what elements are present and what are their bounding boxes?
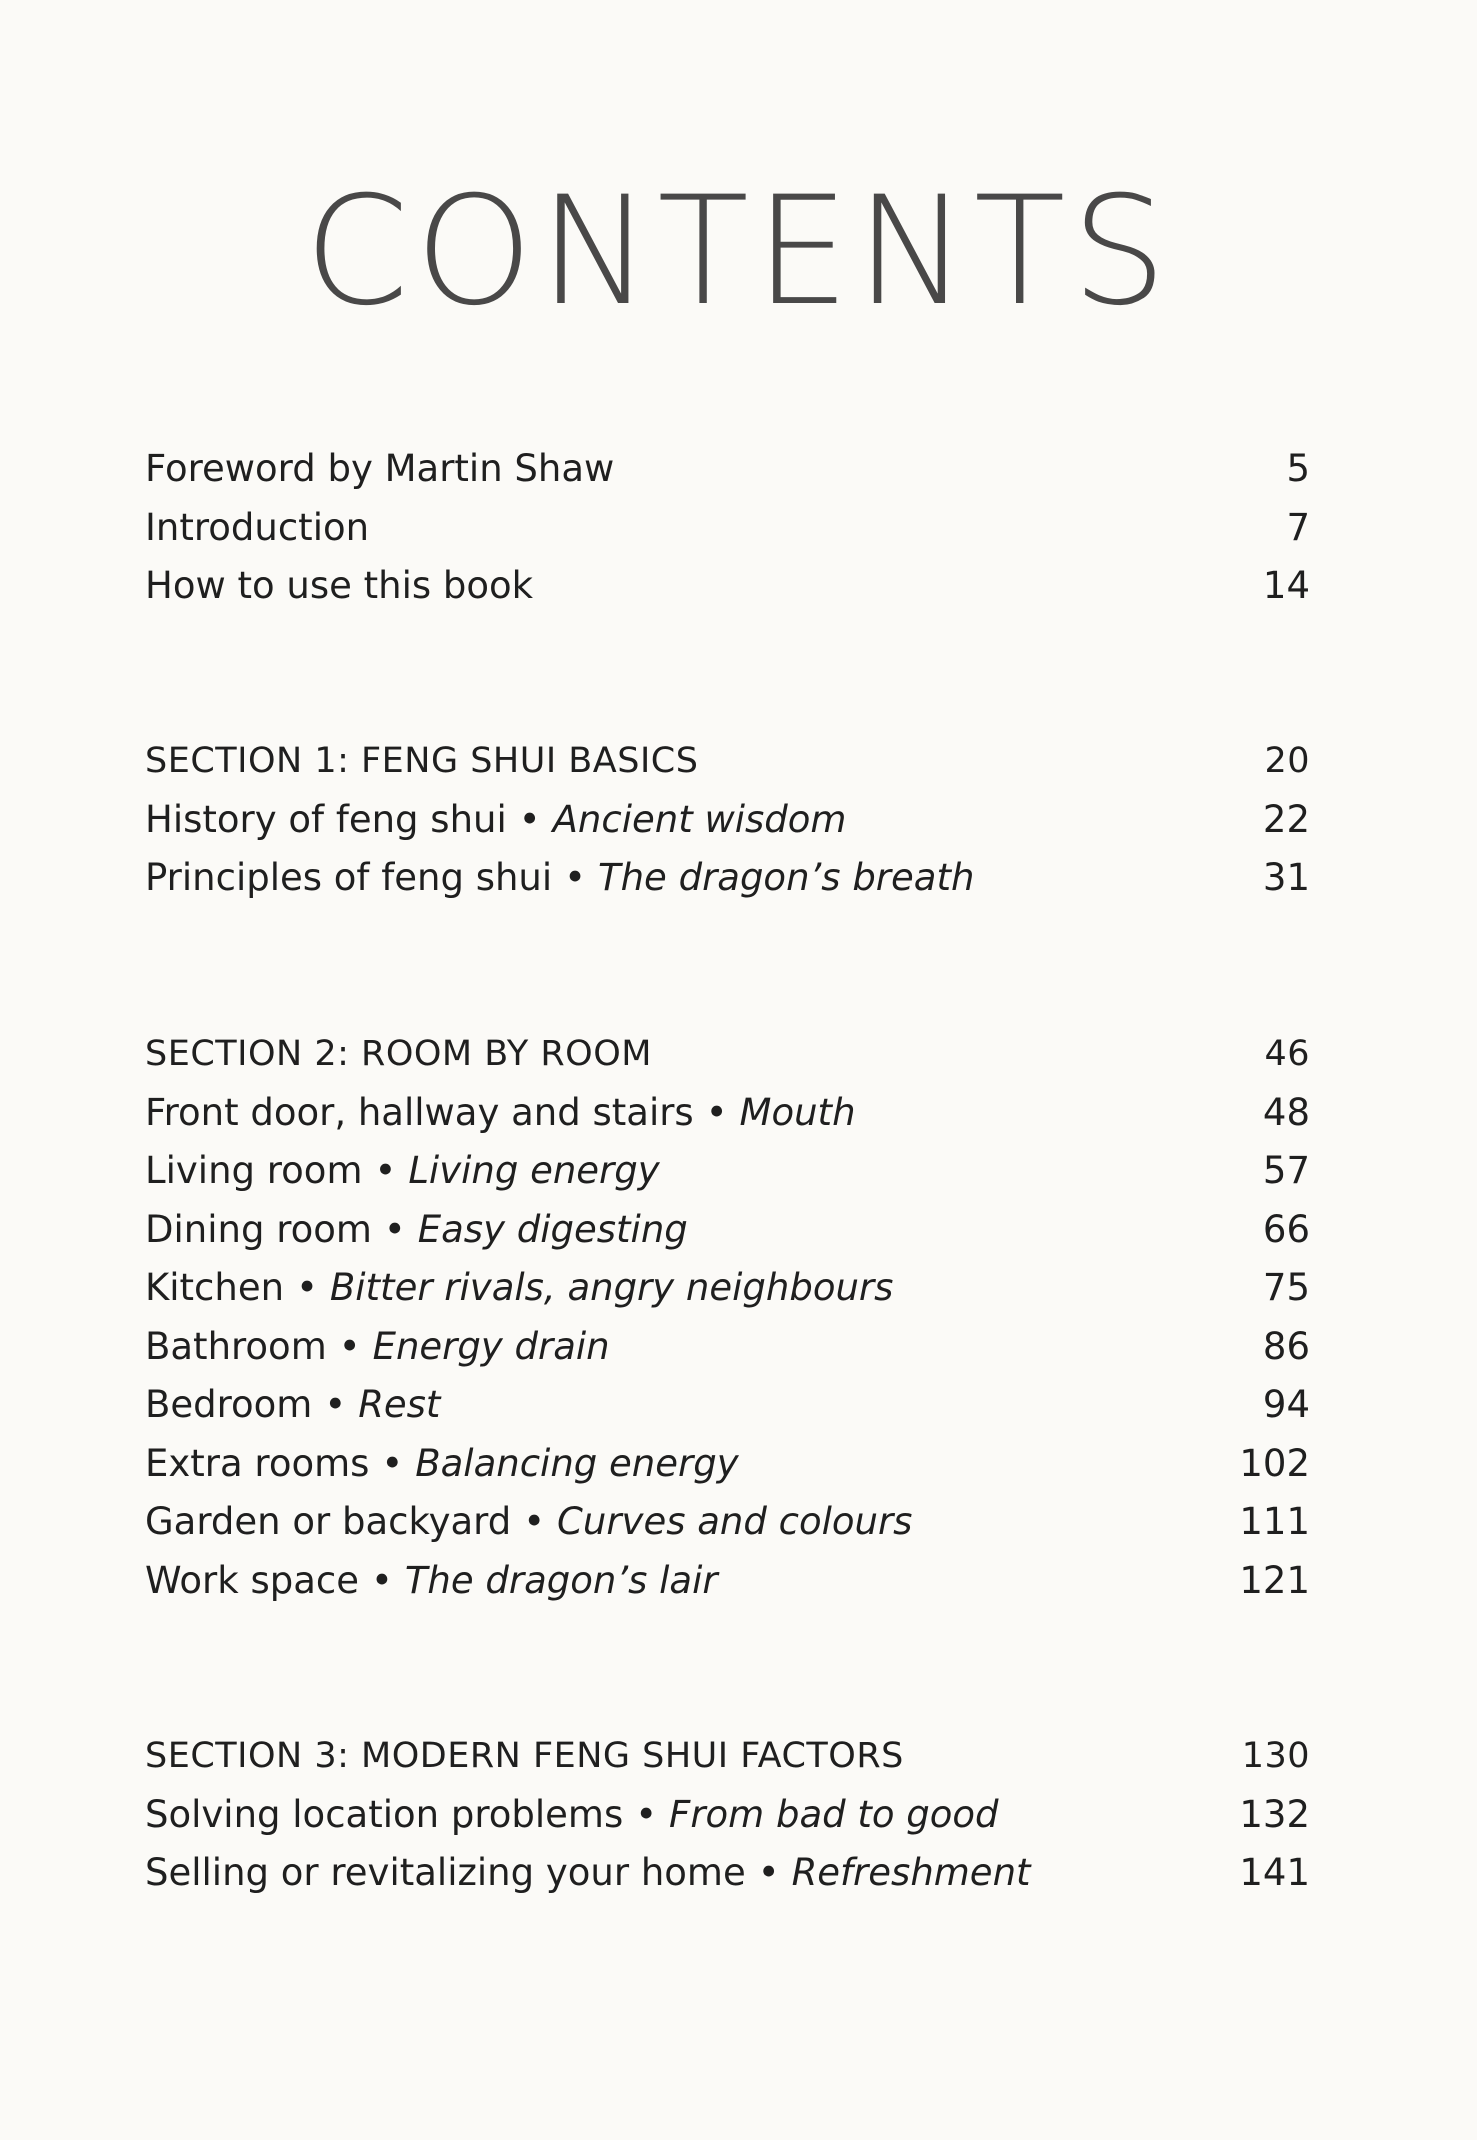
bullet-separator: • [757, 1851, 780, 1894]
section-heading-row[interactable] [145, 1727, 1310, 1786]
page-title: CONTENTS [304, 165, 1173, 339]
bullet-separator: • [371, 1558, 393, 1602]
bullet-separator: • [374, 1149, 397, 1192]
toc-row[interactable] [145, 791, 1310, 850]
section-heading: SECTION 3: MODERN FENG SHUI FACTORS [145, 1736, 904, 1776]
toc-row[interactable] [145, 499, 1310, 558]
bullet-separator: • [523, 1500, 546, 1543]
bullet-separator: • [564, 856, 586, 899]
front-matter-list [145, 440, 1310, 616]
toc-entry-label: Principles of feng shui [145, 856, 553, 899]
bullet-separator: • [296, 1266, 318, 1309]
toc-entry-subtitle: Mouth [739, 1090, 856, 1134]
toc-page-number: 111 [1239, 1500, 1310, 1543]
toc-entry-label: Kitchen [145, 1266, 285, 1309]
toc-page-number: 7 [1286, 505, 1310, 549]
toc-entry-subtitle: Energy drain [372, 1324, 610, 1368]
toc-page-number: 132 [1239, 1792, 1310, 1836]
toc-page-number: 5 [1286, 447, 1310, 490]
toc-entry-subtitle: Bitter rivals, angry neighbours [329, 1266, 894, 1309]
bullet-separator: • [338, 1324, 361, 1368]
toc-entry-label: Bedroom [145, 1383, 313, 1426]
toc-row[interactable] [145, 849, 1310, 908]
toc-page-number: 22 [1262, 797, 1310, 841]
section-2-list [145, 1025, 1310, 1610]
toc-page-number: 66 [1262, 1207, 1310, 1251]
toc-entry-label: Dining room [145, 1207, 372, 1251]
toc-page-number: 102 [1239, 1441, 1310, 1485]
toc-entry-label: Foreword by Martin Shaw [145, 447, 615, 490]
toc-row[interactable] [145, 1786, 1310, 1845]
bullet-separator: • [324, 1383, 347, 1426]
toc-page-number: 46 [1264, 1034, 1310, 1074]
toc-entry-label: Front door, hallway and stairs [145, 1090, 694, 1134]
toc-entry-label: Bathroom [145, 1324, 327, 1368]
toc-entry-label: Selling or revitalizing your home [145, 1851, 746, 1894]
toc-entry-label: Extra rooms [145, 1441, 370, 1485]
section-heading: SECTION 1: FENG SHUI BASICS [145, 741, 699, 781]
toc-entry-subtitle: The dragon’s lair [404, 1558, 718, 1602]
toc-page-number: 20 [1264, 741, 1310, 781]
toc-entry-subtitle: Refreshment [791, 1851, 1031, 1894]
toc-page-number: 86 [1262, 1324, 1310, 1368]
toc-page-number: 57 [1262, 1149, 1310, 1192]
bullet-separator: • [381, 1441, 404, 1485]
toc-entry-subtitle: Ancient wisdom [552, 797, 847, 841]
toc-row[interactable] [145, 440, 1310, 499]
toc-entry-label: Introduction [145, 505, 370, 549]
toc-page-number: 31 [1262, 856, 1310, 899]
toc-page-number: 130 [1241, 1736, 1310, 1776]
toc-entry-label: History of feng shui [145, 797, 507, 841]
section-heading: SECTION 2: ROOM BY ROOM [145, 1034, 652, 1074]
toc-entry-label: Living room [145, 1149, 363, 1192]
toc-entry-subtitle: Curves and colours [557, 1500, 913, 1543]
toc-row[interactable] [145, 557, 1310, 616]
section-heading-row[interactable] [145, 732, 1310, 791]
section-1-list [145, 732, 1310, 908]
toc-row[interactable] [145, 1318, 1310, 1377]
toc-row[interactable] [145, 1844, 1310, 1903]
toc-entry-subtitle: From bad to good [669, 1792, 999, 1836]
toc-row[interactable] [145, 1084, 1310, 1143]
toc-entry-subtitle: The dragon’s breath [598, 856, 975, 899]
toc-row[interactable] [145, 1552, 1310, 1611]
toc-entry-label: Work space [145, 1558, 359, 1602]
toc-entry-subtitle: Living energy [408, 1149, 660, 1192]
toc-row[interactable] [145, 1435, 1310, 1494]
toc-page-number: 141 [1239, 1851, 1310, 1894]
toc-row[interactable] [145, 1376, 1310, 1435]
toc-entry-label: Solving location problems [145, 1792, 624, 1836]
toc-page-number: 14 [1262, 564, 1310, 607]
section-heading-row[interactable] [145, 1025, 1310, 1084]
toc-row[interactable] [145, 1142, 1310, 1201]
bullet-separator: • [705, 1090, 728, 1134]
toc-entry-label: Garden or backyard [145, 1500, 512, 1543]
toc-entry-subtitle: Easy digesting [417, 1207, 688, 1251]
toc-row[interactable] [145, 1259, 1310, 1318]
toc-page-number: 75 [1262, 1266, 1310, 1309]
toc-page-number: 121 [1239, 1558, 1310, 1602]
toc-row[interactable] [145, 1493, 1310, 1552]
bullet-separator: • [383, 1207, 406, 1251]
toc-entry-subtitle: Balancing energy [415, 1441, 739, 1485]
section-3-list [145, 1727, 1310, 1903]
bullet-separator: • [518, 797, 541, 841]
toc-entry-subtitle: Rest [358, 1383, 441, 1426]
bullet-separator: • [635, 1792, 658, 1836]
toc-page-number: 94 [1262, 1383, 1310, 1426]
toc-entry-label: How to use this book [145, 564, 534, 607]
toc-page-number: 48 [1262, 1090, 1310, 1134]
toc-row[interactable] [145, 1201, 1310, 1260]
